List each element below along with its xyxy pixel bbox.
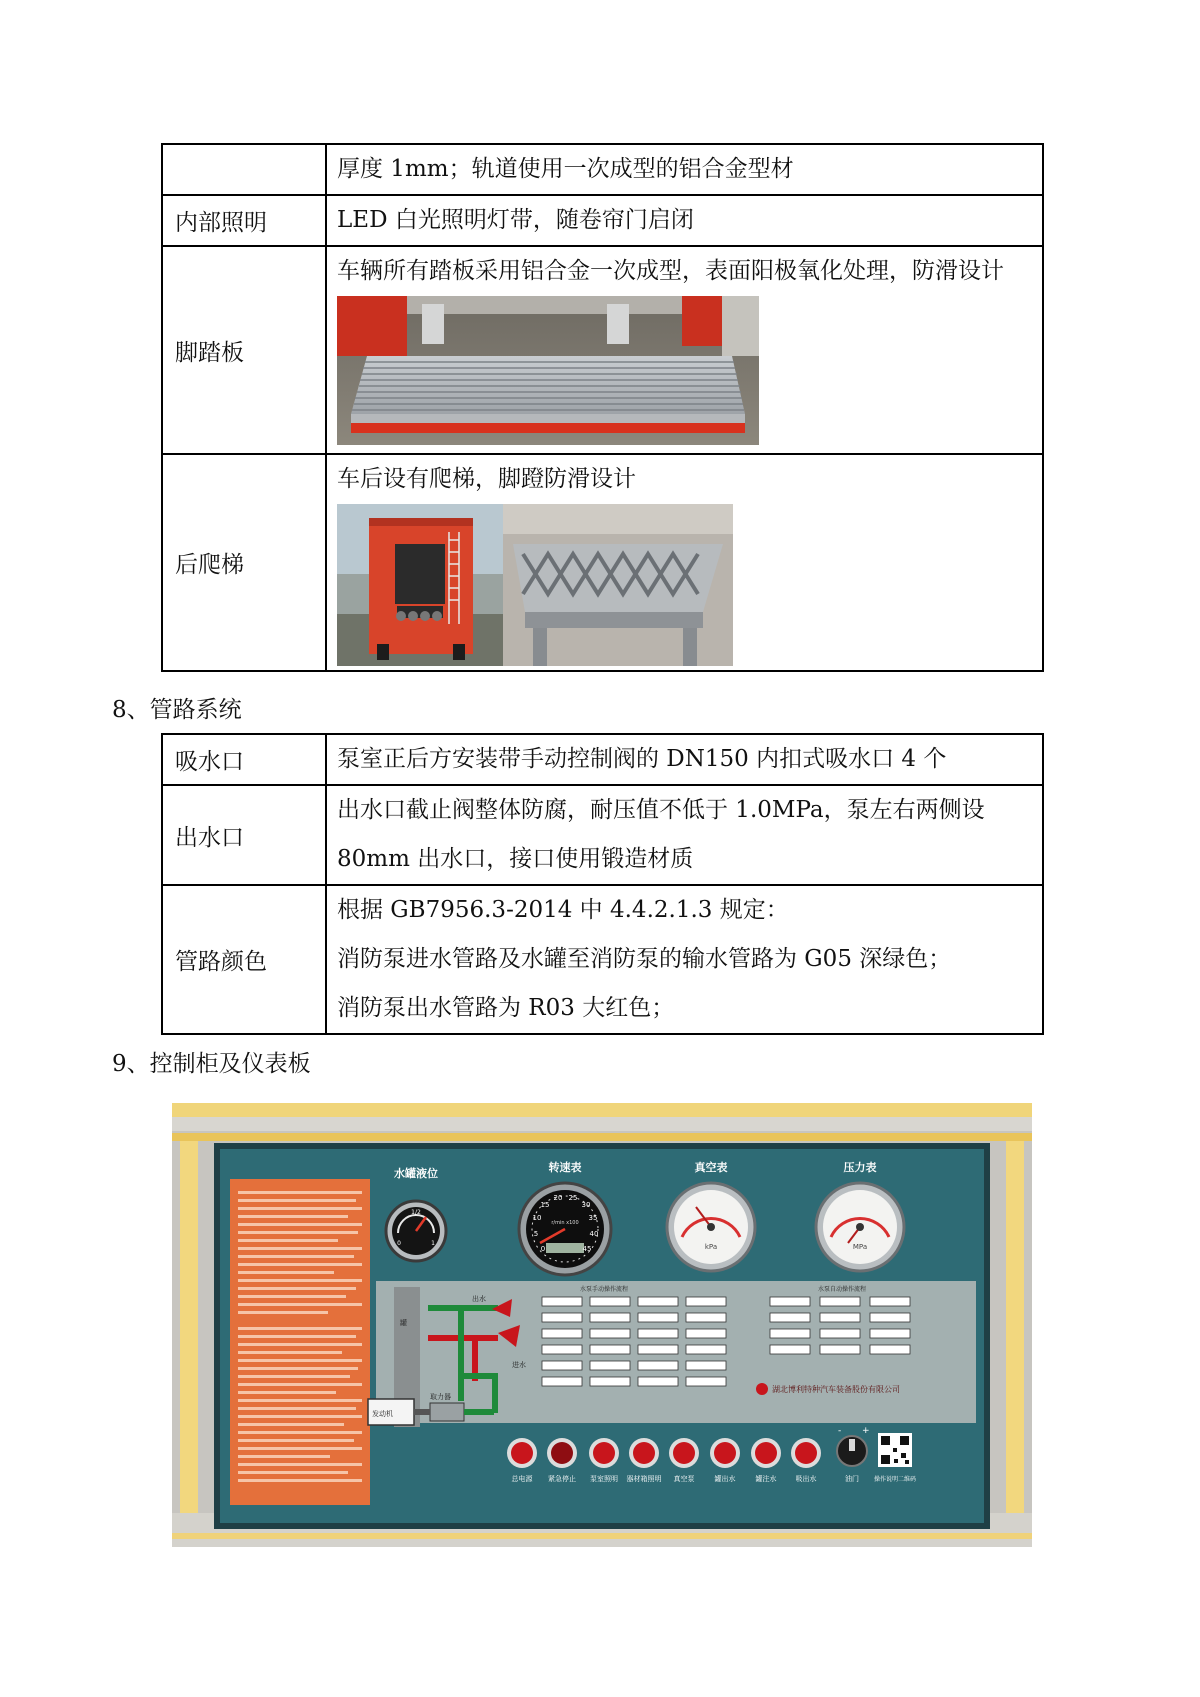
row-label bbox=[162, 144, 326, 195]
gauge-label-vacuum: 真空表 bbox=[694, 1161, 728, 1174]
rpm-mark-20: 20 bbox=[553, 1194, 563, 1202]
rpm-mark-5: 5 bbox=[533, 1230, 539, 1238]
button-label: 罐出水 bbox=[714, 1475, 736, 1483]
table-row bbox=[162, 454, 1043, 671]
row-text: 厚度 1mm；轨道使用一次成型的铝合金型材 bbox=[337, 156, 794, 182]
rpm-mark-0: 0 bbox=[540, 1245, 546, 1253]
level-mark-half: 1/2 bbox=[411, 1209, 421, 1216]
button-label: 真空泵 bbox=[673, 1475, 695, 1483]
pump-room-light-button[interactable] bbox=[593, 1442, 615, 1464]
tank-fill-button[interactable] bbox=[755, 1442, 777, 1464]
footboard-photo bbox=[337, 296, 759, 445]
rpm-mark-45: 45 bbox=[582, 1245, 592, 1253]
throttle-plus: + bbox=[862, 1426, 870, 1436]
gauge-label-rpm: 转速表 bbox=[548, 1161, 582, 1174]
row-text: 车后设有爬梯，脚蹬防滑设计 bbox=[337, 466, 636, 492]
rpm-mark-10: 10 bbox=[532, 1214, 542, 1222]
table-row bbox=[162, 885, 1043, 1034]
button-label: 吸出水 bbox=[795, 1475, 817, 1483]
tachometer-gauge bbox=[519, 1183, 611, 1275]
row-text: 消防泵出水管路为 R03 大红色； bbox=[337, 995, 675, 1021]
table-row bbox=[162, 195, 1043, 246]
pipeline-table bbox=[161, 733, 1044, 1035]
section-heading: 9、控制柜及仪表板 bbox=[112, 1051, 311, 1077]
row-label: 管路颜色 bbox=[162, 885, 326, 1034]
gauge-label-level: 水罐液位 bbox=[394, 1167, 438, 1180]
power-button[interactable] bbox=[511, 1442, 533, 1464]
row-text: 消防泵进水管路及水罐至消防泵的输水管路为 G05 深绿色； bbox=[337, 946, 952, 972]
spec-table-body bbox=[161, 143, 1044, 672]
ladder-step-photo bbox=[503, 504, 733, 666]
throttle-minus: - bbox=[838, 1426, 842, 1436]
table-row bbox=[162, 785, 1043, 885]
row-text: 出水口截止阀整体防腐，耐压值不低于 1.0MPa，泵左右两侧设 bbox=[337, 797, 985, 823]
level-mark-empty: 0 bbox=[397, 1240, 401, 1247]
pressure-gauge bbox=[816, 1183, 904, 1271]
row-text: 泵室正后方安装带手动控制阀的 DN150 内扣式吸水口 4 个 bbox=[337, 746, 947, 772]
rpm-mark-30: 30 bbox=[581, 1201, 591, 1209]
vacuum-gauge bbox=[667, 1183, 755, 1271]
button-label: 紧急停止 bbox=[548, 1475, 576, 1483]
row-label: 脚踏板 bbox=[162, 246, 326, 454]
emergency-stop-button[interactable] bbox=[551, 1442, 573, 1464]
water-level-gauge bbox=[386, 1201, 446, 1261]
button-label: 总电源 bbox=[511, 1475, 533, 1483]
vacuum-unit: kPa bbox=[704, 1243, 718, 1251]
row-label: 内部照明 bbox=[162, 195, 326, 246]
gauge-label-pressure: 压力表 bbox=[843, 1161, 877, 1174]
suction-outlet-button[interactable] bbox=[795, 1442, 817, 1464]
qr-label: 操作说明二维码 bbox=[873, 1476, 917, 1483]
rpm-mark-35: 35 bbox=[588, 1214, 598, 1222]
row-label: 出水口 bbox=[162, 785, 326, 885]
throttle-label: 油门 bbox=[845, 1475, 859, 1483]
flow-chart-title: 水泵自动操作流程 bbox=[817, 1286, 867, 1293]
company-name: 湖北博利特种汽车装备股份有限公司 bbox=[772, 1385, 900, 1394]
row-label: 后爬梯 bbox=[162, 454, 326, 671]
tank-label: 罐 bbox=[400, 1319, 407, 1327]
button-label: 器材箱照明 bbox=[626, 1475, 662, 1483]
table-row bbox=[162, 246, 1043, 454]
section-heading: 8、管路系统 bbox=[112, 697, 242, 723]
row-text: 根据 GB7956.3-2014 中 4.4.2.1.3 规定： bbox=[337, 897, 789, 923]
pressure-unit: MPa bbox=[852, 1243, 868, 1251]
flow-chart-title: 水泵手动操作流程 bbox=[579, 1286, 629, 1293]
pto-label: 取力器 bbox=[430, 1393, 451, 1401]
row-text: 80mm 出水口，接口使用锻造材质 bbox=[337, 846, 694, 872]
table-row bbox=[162, 734, 1043, 785]
rear-ladder-photo bbox=[337, 504, 503, 666]
button-label: 罐注水 bbox=[755, 1475, 777, 1483]
rpm-unit: r/min x100 bbox=[551, 1220, 579, 1226]
qr-code-icon bbox=[878, 1433, 912, 1467]
engine-label: 发动机 bbox=[372, 1410, 393, 1418]
table-row bbox=[162, 144, 1043, 195]
equipment-box-light-button[interactable] bbox=[633, 1442, 655, 1464]
row-text: LED 白光照明灯带，随卷帘门启闭 bbox=[337, 207, 694, 233]
company-logo-icon bbox=[756, 1383, 768, 1395]
control-panel-photo bbox=[172, 1103, 1032, 1547]
rpm-mark-25: 25 bbox=[568, 1194, 578, 1202]
button-label: 泵室照明 bbox=[590, 1475, 618, 1483]
rpm-mark-40: 40 bbox=[589, 1230, 599, 1238]
row-label: 吸水口 bbox=[162, 734, 326, 785]
vacuum-pump-button[interactable] bbox=[673, 1442, 695, 1464]
tank-outlet-button[interactable] bbox=[714, 1442, 736, 1464]
row-text: 车辆所有踏板采用铝合金一次成型，表面阳极氧化处理，防滑设计 bbox=[337, 258, 1004, 284]
inlet-label: 进水 bbox=[512, 1361, 526, 1369]
outlet-label: 出水 bbox=[472, 1295, 486, 1303]
rpm-mark-15: 15 bbox=[540, 1201, 550, 1209]
level-mark-full: 1 bbox=[431, 1240, 435, 1247]
